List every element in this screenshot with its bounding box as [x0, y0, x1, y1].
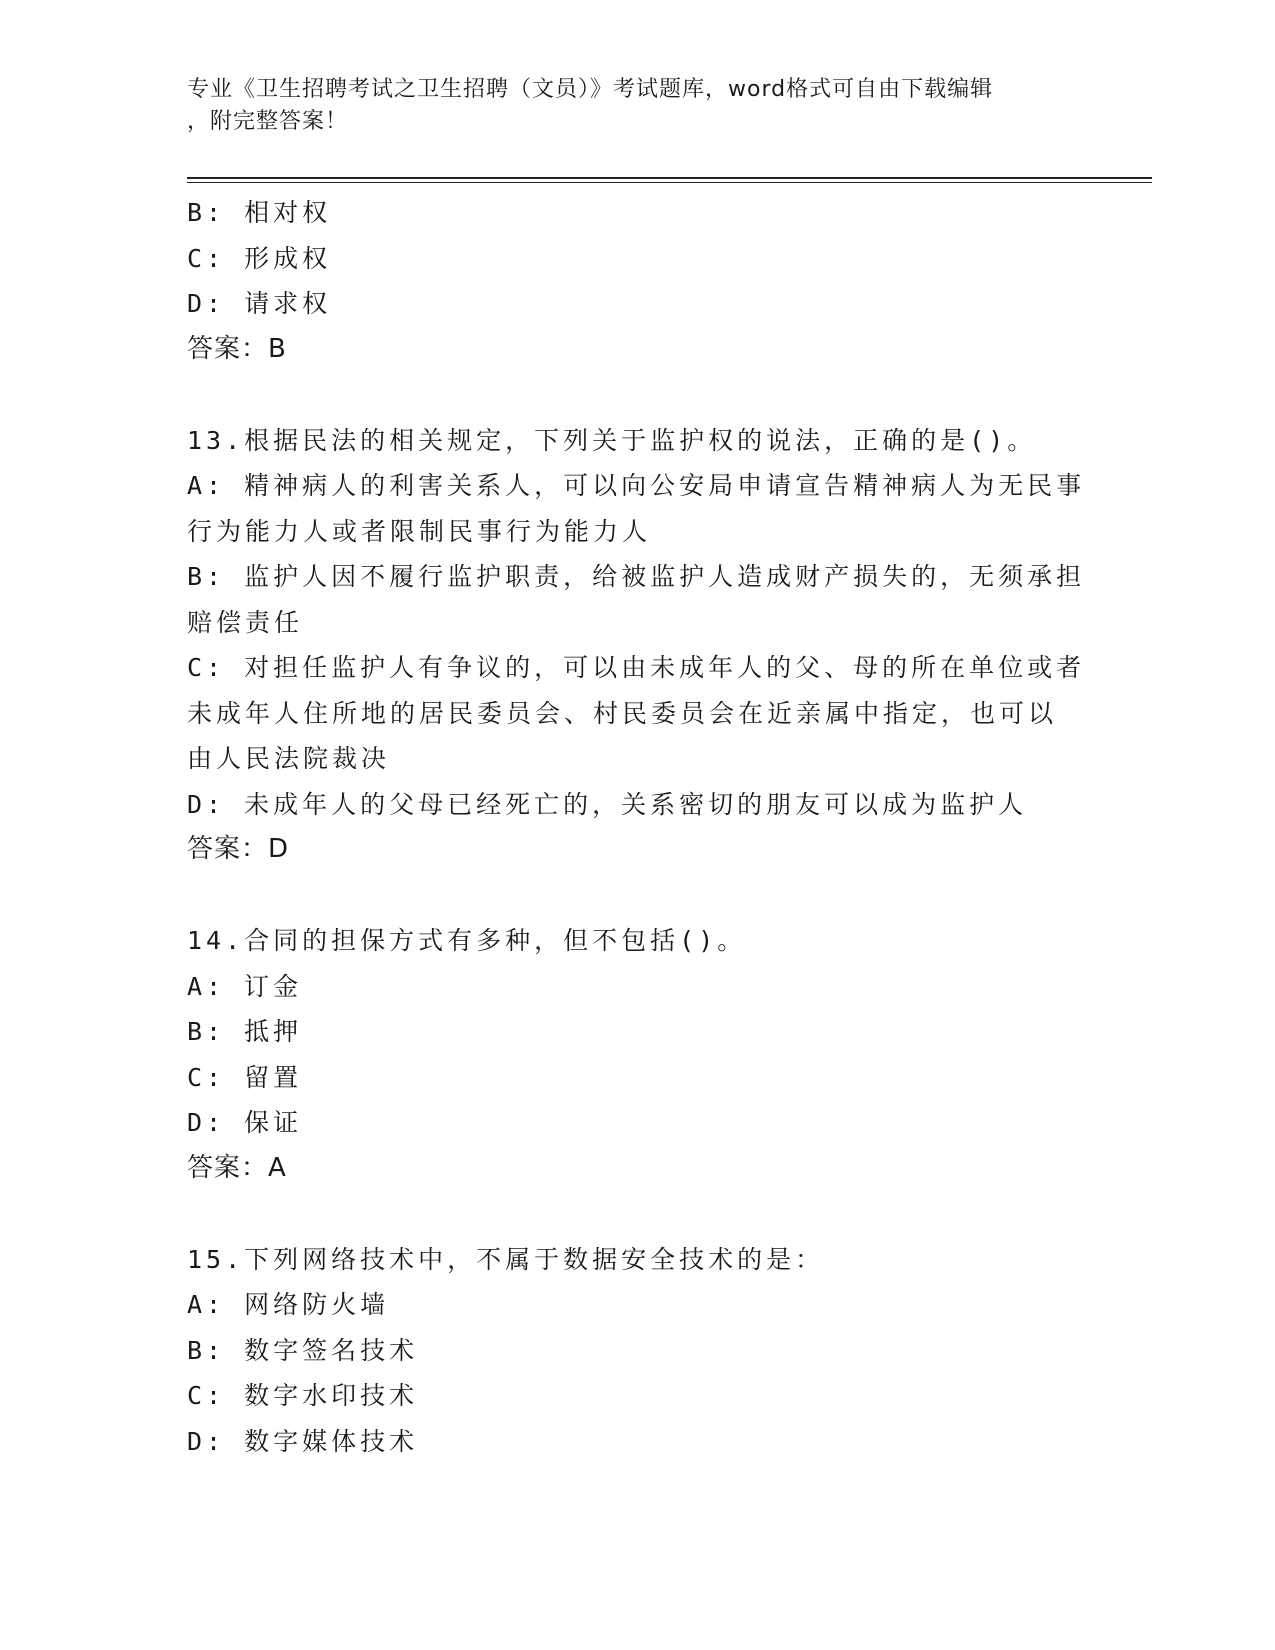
option-c-cont-2: 由人民法院裁决 [187, 744, 391, 773]
question-content [187, 190, 1087, 1464]
header-line-2: ，附完整答案！ [187, 109, 349, 134]
option-d: D: 请求权 [187, 289, 332, 318]
option-a: A: 精神病人的利害关系人，可以向公安局申请宣告精神病人为无民事 [187, 471, 1086, 500]
header-rule-thick [187, 177, 1152, 179]
option-a: A: 网络防火墙 [187, 1290, 390, 1319]
answer-line: 答案：A [187, 1152, 287, 1183]
option-b-cont: 赔偿责任 [187, 607, 304, 637]
option-b: B: 抵押 [187, 1017, 303, 1046]
header-line-1: 专业《卫生招聘考试之卫生招聘（文员）》考试题库，word格式可自由下载编辑 [187, 77, 994, 102]
answer-line: 答案：D [187, 834, 290, 864]
question-13 [187, 418, 1087, 873]
option-c: C: 形成权 [187, 243, 332, 273]
document-header [187, 74, 1067, 138]
spacer [187, 873, 1087, 919]
option-d: D: 保证 [187, 1108, 303, 1137]
option-d: D: 数字媒体技术 [187, 1426, 419, 1456]
question-15 [187, 1237, 1087, 1465]
question-stem: 13.根据民法的相关规定，下列关于监护权的说法，正确的是()。 [187, 425, 1037, 455]
option-a-cont: 行为能力人或者限制民事行为能力人 [187, 516, 652, 546]
question-stem: 14.合同的担保方式有多种，但不包括()。 [187, 926, 747, 955]
answer-line: 答案：B [187, 333, 287, 364]
option-c: C: 留置 [187, 1062, 303, 1092]
option-b: B: 监护人因不履行监护职责，给被监护人造成财产损失的，无须承担 [187, 562, 1086, 591]
option-a: A: 订金 [187, 971, 303, 1001]
header-rule-thin [187, 182, 1152, 183]
question-stem: 15.下列网络技术中，不属于数据安全技术的是： [187, 1244, 825, 1274]
option-c: C: 对担任监护人有争议的，可以由未成年人的父、母的所在单位或者 [187, 653, 1086, 682]
spacer [187, 1191, 1087, 1237]
option-b: B: 相对权 [187, 198, 332, 227]
option-b: B: 数字签名技术 [187, 1335, 419, 1365]
prev-question [187, 190, 1087, 372]
question-14 [187, 918, 1087, 1191]
option-d: D: 未成年人的父母已经死亡的，关系密切的朋友可以成为监护人 [187, 789, 1028, 819]
option-c-cont: 未成年人住所地的居民委员会、村民委员会在近亲属中指定，也可以 [187, 698, 1058, 728]
spacer [187, 372, 1087, 418]
option-c: C: 数字水印技术 [187, 1381, 419, 1410]
